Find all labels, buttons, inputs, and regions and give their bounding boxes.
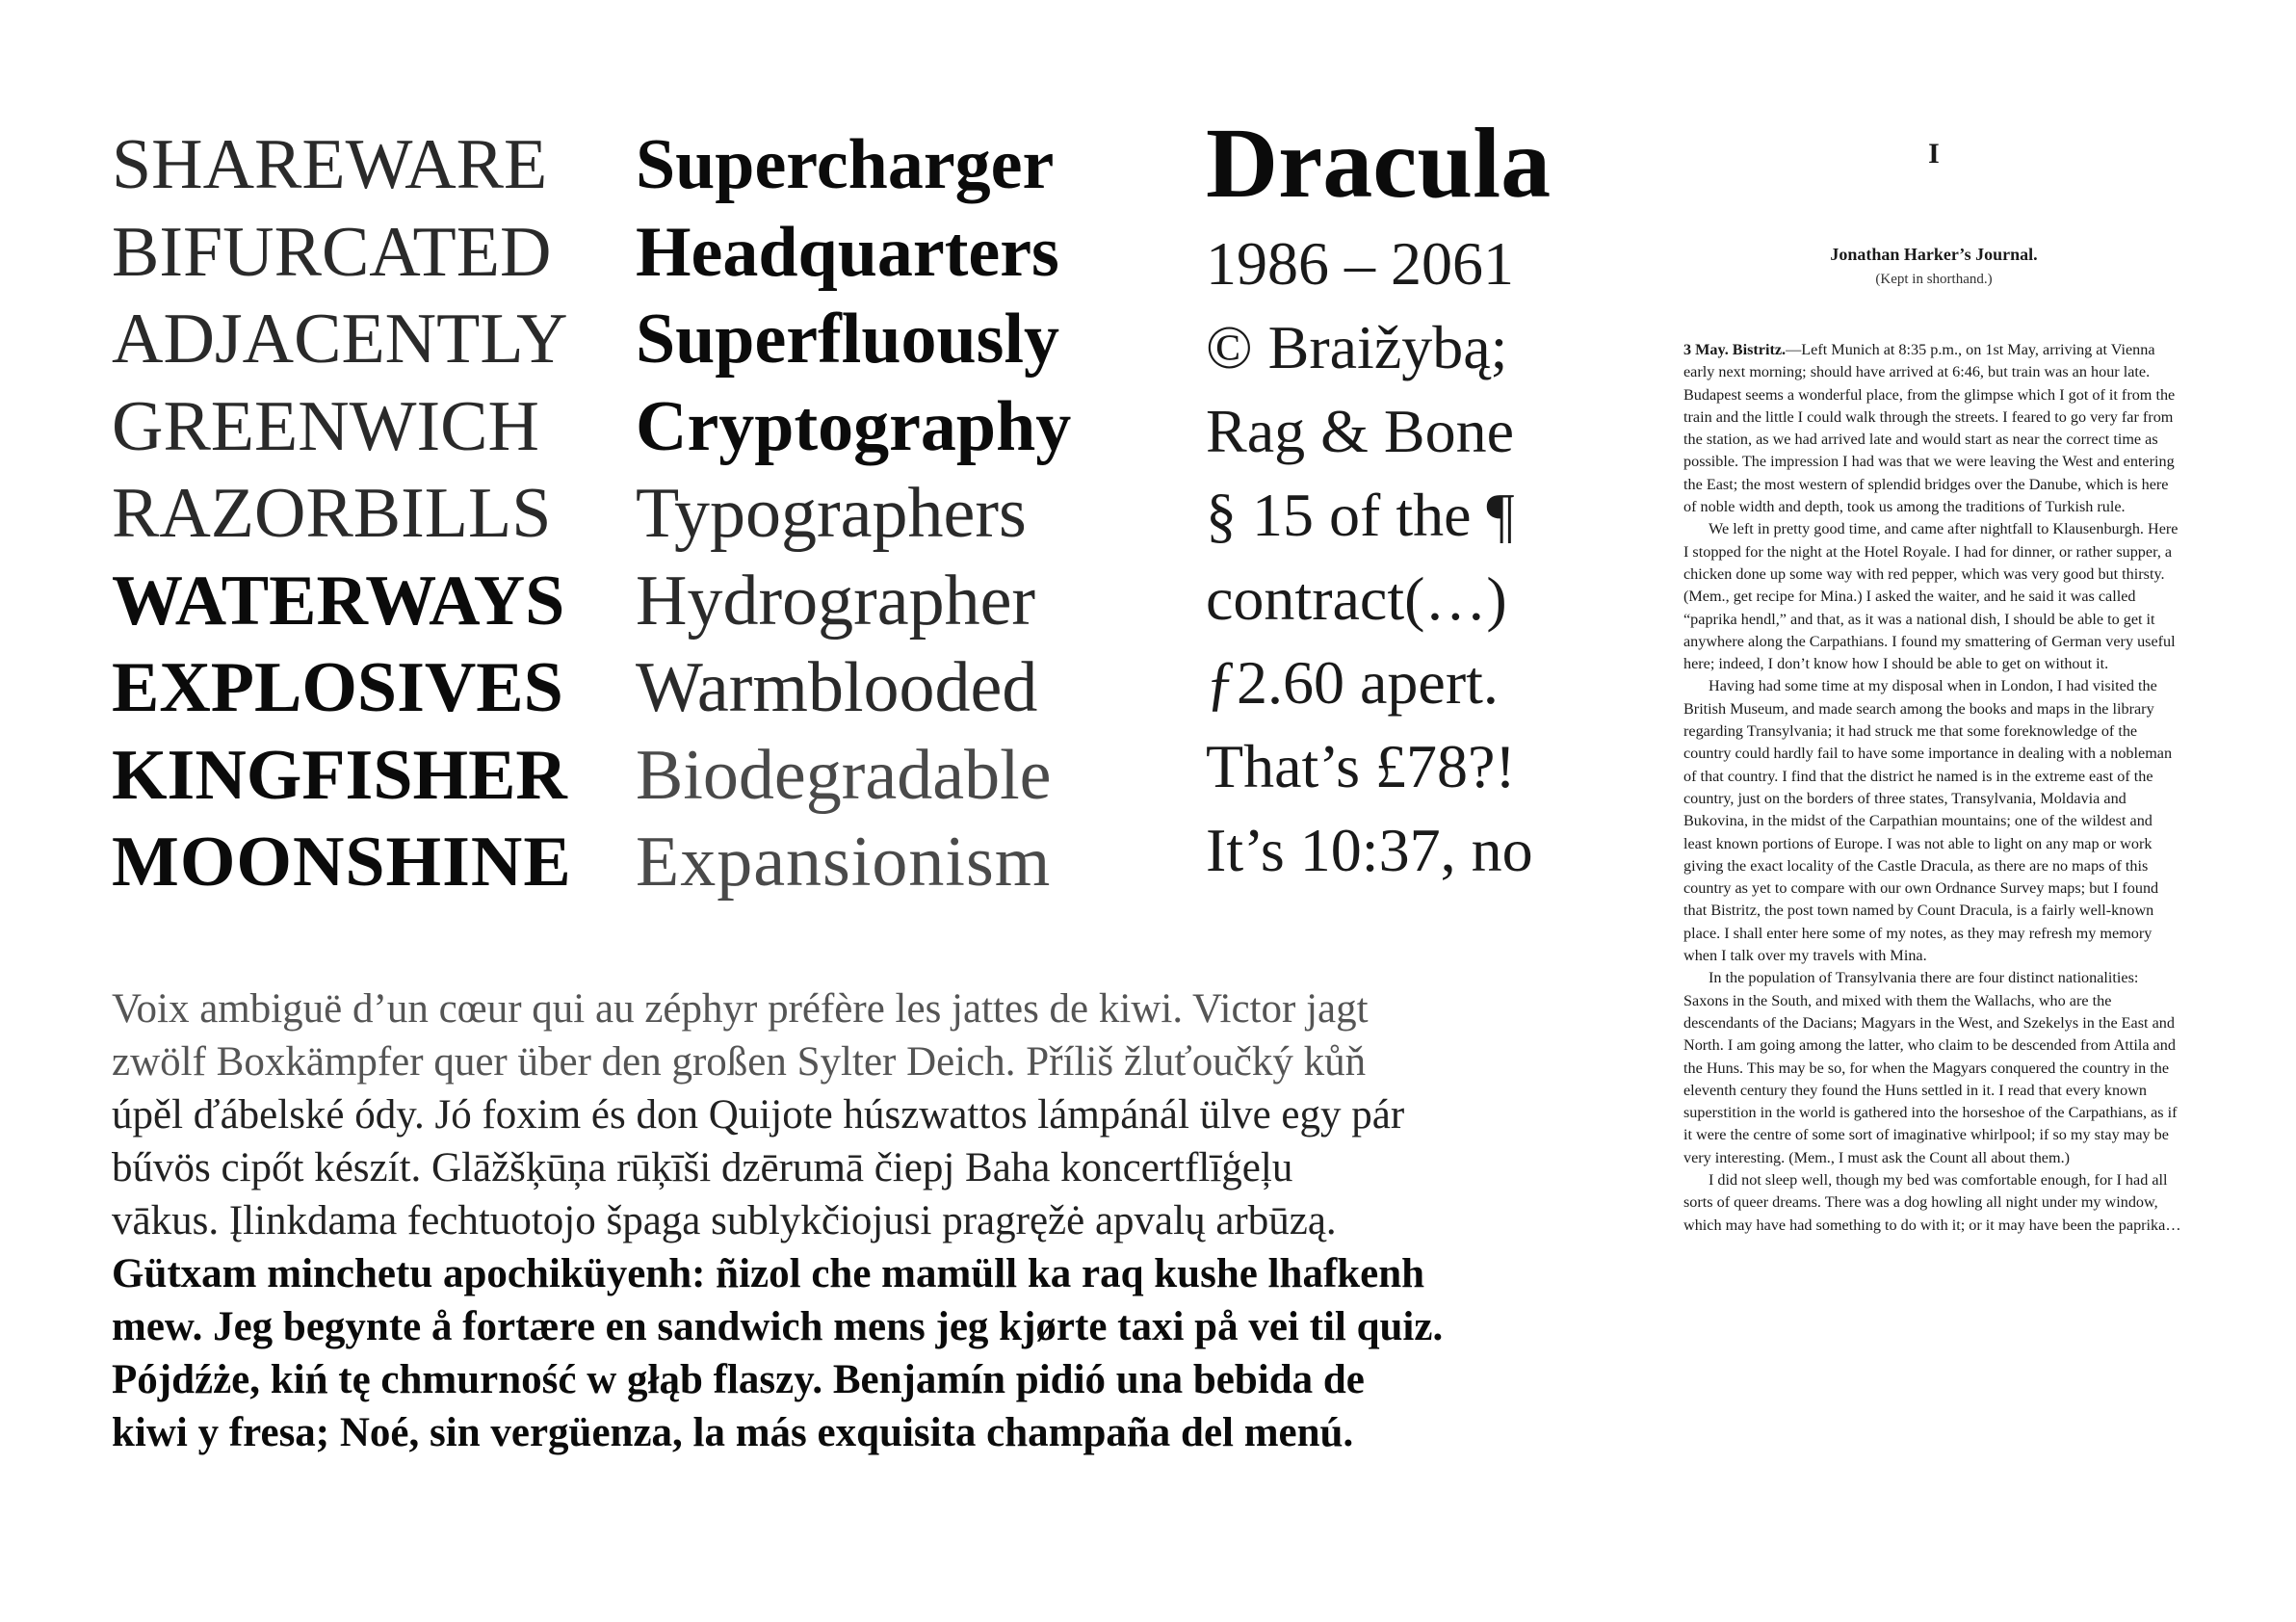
pangram-line: úpěl ďábelské ódy. Jó foxim és don Quijote húszwattos lámpánál ülve egy pár: [112, 1092, 1405, 1138]
pangram-line: zwölf Boxkämpfer quer über den großen Sylter Deich. Příliš žluťoučký kůň: [112, 1039, 1367, 1085]
dracula-glyph-line: § 15 of the ¶: [1206, 481, 1515, 549]
journal-paragraph: In the population of Transylvania there are four distinct nationalities: Saxons in the South, and mixed with them the Wallachs, who are the descendants of the Dacians; Magyars in the West, and Szekelys in the East and North. I am going among the latter, who claim to be descended from Attila and the Huns. This may be so, for when the Magyars conquered the country in the eleventh century they found the Huns settled in it. I read that every known superstition in the world is gathered into the horseshoe of the Carpathians, as if it were the centre of some sort of imaginative whirlpool; if so my stay may be very interesting. (Mem., I must ask the Count all about them.): [1683, 969, 2178, 1166]
caps-specimen-word: GREENWICH: [112, 386, 539, 466]
pangram-line: kiwi y fresa; Noé, sin vergüenza, la más exquisita champaña del menú.: [112, 1410, 1354, 1455]
titlecase-specimen-word: Supercharger: [636, 125, 1055, 204]
caps-specimen-word: WATERWAYS: [112, 561, 565, 641]
journal-paragraph: We left in pretty good time, and came after nightfall to Klausenburgh. Here I stopped for the night at the Hotel Royale. I had for dinner, or rather supper, a chicken done up some way with red pepper, which was very good but thirsty. (Mem., get recipe for Mina.) I asked the waiter, and he said it was called “paprika hendl,” and that, as it was a national dish, I should be able to get it anywhere along the Carpathians. I found my smattering of German very useful here; indeed, I don’t know how I should be able to get on without it.: [1683, 520, 2179, 673]
titlecase-specimen-word: Headquarters: [636, 212, 1059, 292]
dracula-glyph-line: 1986 – 2061: [1206, 229, 1514, 298]
dracula-glyph-line: © Braižybą;: [1206, 313, 1508, 381]
dracula-glyph-line: Rag & Bone: [1206, 397, 1514, 465]
dracula-specimen-block: [1206, 106, 1610, 892]
dracula-glyph-line: It’s 10:37, no: [1206, 816, 1533, 884]
pangram-line: Voix ambiguë d’un cœur qui au zéphyr préfère les jattes de kiwi. Victor jagt: [112, 986, 1369, 1032]
titlecase-specimen-word: Typographers: [636, 474, 1027, 553]
journal-paragraph: [1683, 339, 2184, 518]
journal-paragraph: I did not sleep well, though my bed was comfortable enough, for I had all sorts of queer dreams. There was a dog howling all night under my window, which may have had something to do with it; or it may have been the paprika…: [1683, 1170, 2181, 1234]
dracula-glyph-line: contract(…): [1206, 564, 1507, 633]
titlecase-specimen-column: [636, 121, 1136, 906]
titlecase-specimen-word: Hydrographer: [636, 561, 1036, 641]
caps-specimen-word: RAZORBILLS: [112, 474, 552, 553]
titlecase-specimen-word: Superfluously: [636, 300, 1060, 379]
pangram-line: bűvös cipőt készít. Glāžšķūņa rūķīši dzērumā čiepj Baha koncertflīģeļu: [112, 1145, 1293, 1190]
journal-paragraph: Having had some time at my disposal when in London, I had visited the British Museum, and made search among the books and maps in the library regarding Transylvania; it had struck me that some foreknowledge of the country could hardly fail to have some importance in dealing with a nobleman of that country. I find that the district he named is in the extreme east of the country, just on the borders of three states, Transylvania, Moldavia and Bukovina, in the midst of the Carpathian mountains; one of the wildest and least known portions of Europe. I was not able to light on any map or work giving the exact locality of the Castle Dracula, as there are no maps of this country as yet to compare with our own Ordnance Survey maps; but I found that Bistritz, the post town named by Count Dracula, is a fairly well-known place. I shall enter here some of my notes, as they may refresh my memory when I talk over my travels with Mina.: [1683, 677, 2173, 965]
caps-specimen-word: SHAREWARE: [112, 125, 548, 204]
titlecase-specimen-word: Expansionism: [636, 823, 1052, 902]
journal-paragraph-text: —Left Munich at 8:35 p.m., on 1st May, arriving at Vienna early next morning; should have arrived at 6:46, but train was an hour late. Budapest seems a wonderful place, from the glimpse which I got of it from the train and the little I could walk through the streets. I feared to go very far from the station, as we had arrived late and would start as near the correct time as possible. The impression I had was that we were leaving the West and entering the East; the most western of splendid bridges over the Danube, which is here of noble width and depth, took us among the traditions of Turkish rule.: [1683, 341, 2176, 516]
titlecase-specimen-word: Warmblooded: [636, 648, 1038, 727]
dracula-glyph-line: That’s £78?!: [1206, 732, 1516, 800]
journal-subtitle: (Kept in shorthand.): [1875, 272, 1993, 287]
caps-specimen-word: ADJACENTLY: [112, 300, 568, 379]
caps-specimen-word: EXPLOSIVES: [112, 648, 563, 727]
titlecase-specimen-word: Cryptography: [636, 386, 1072, 466]
caps-specimen-column: [112, 121, 613, 906]
journal-title: Jonathan Harker’s Journal.: [1830, 245, 2038, 264]
journal-body: [1683, 339, 2184, 1237]
chapter-number: I: [1928, 138, 1940, 170]
titlecase-specimen-word: Biodegradable: [636, 735, 1052, 815]
dracula-glyph-lines: [1206, 222, 1610, 892]
pangram-line: mew. Jeg begynte å fortære en sandwich mens jeg kjørte taxi på vei til quiz.: [112, 1304, 1444, 1349]
journal-entry-lead: 3 May. Bistritz.: [1683, 341, 1787, 358]
dracula-title: Dracula: [1206, 108, 1552, 219]
pangram-line: Gütxam minchetu apochiküyenh: ñizol che mamüll ka raq kushe lhafkenh: [112, 1251, 1425, 1296]
caps-specimen-word: MOONSHINE: [112, 823, 572, 902]
pangram-line: Pójdźże, kiń tę chmurność w głąb flaszy. Benjamín pidió una bebida de: [112, 1357, 1365, 1402]
book-page: [1683, 135, 2184, 1237]
pangram-paragraph: [112, 982, 1614, 1459]
caps-specimen-word: BIFURCATED: [112, 212, 552, 292]
pangram-line: vākus. Įlinkdama fechtuotojo špaga sublykčiojusi pragręžė apvalų arbūzą.: [112, 1198, 1337, 1243]
dracula-glyph-line: ƒ2.60 apert.: [1206, 648, 1499, 717]
caps-specimen-word: KINGFISHER: [112, 735, 567, 815]
